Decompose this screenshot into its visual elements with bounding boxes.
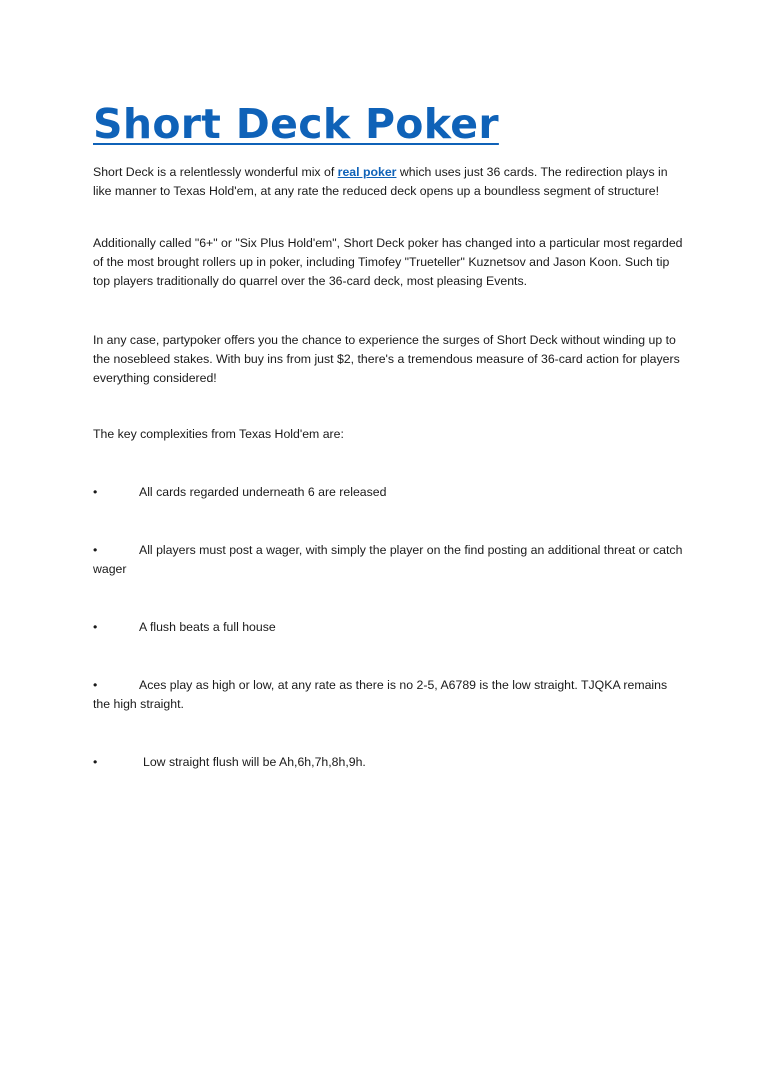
bullet-text: Low straight flush will be Ah,6h,7h,8h,9h.: [143, 755, 366, 769]
bullet-dot-icon: •: [93, 620, 98, 634]
bullet-item: [93, 753, 685, 772]
paragraph-six-plus: Additionally called "6+" or "Six Plus Hold'em", Short Deck poker has changed into a particular most regarded of the most brought rollers up in poker, including Timofey "Trueteller" Kuznetsov and Jason Koon. Such tip top players traditionally do quarrel over the 36-card deck, most pleasing Events.: [93, 236, 683, 288]
bullet-item: [93, 618, 685, 637]
page-title[interactable]: Short Deck Poker: [93, 100, 499, 148]
paragraph-key-complexities: The key complexities from Texas Hold'em are:: [93, 427, 344, 441]
bullet-dot-icon: •: [93, 755, 98, 769]
bullet-dot-icon: •: [93, 543, 98, 557]
bullet-dot-icon: •: [93, 678, 98, 692]
bullet-text: All cards regarded underneath 6 are released: [139, 485, 387, 499]
bullet-text: A flush beats a full house: [139, 620, 276, 634]
bullet-item: [93, 541, 685, 579]
bullet-dot-icon: •: [93, 485, 98, 499]
intro-text-before-link: Short Deck is a relentlessly wonderful mix of: [93, 165, 338, 179]
real-poker-link[interactable]: real poker: [337, 165, 397, 179]
bullet-item: [93, 676, 685, 714]
paragraph-partypoker: In any case, partypoker offers you the chance to experience the surges of Short Deck without winding up to the nosebleed stakes. With buy ins from just $2, there's a tremendous measure of 36-card action for players everything considered!: [93, 333, 680, 385]
bullet-item: [93, 483, 685, 502]
intro-paragraph: [93, 163, 685, 201]
bullet-text: All players must post a wager, with simply the player on the find posting an additional threat or catch wager: [93, 543, 683, 576]
intro-text-after-link: which uses just 36 cards. The redirection plays in like manner to Texas Hold'em, at any rate the reduced deck opens up a boundless segment of structure!: [93, 165, 668, 198]
bullet-text: Aces play as high or low, at any rate as there is no 2-5, A6789 is the low straight. TJQKA remains the high straight.: [93, 678, 668, 711]
